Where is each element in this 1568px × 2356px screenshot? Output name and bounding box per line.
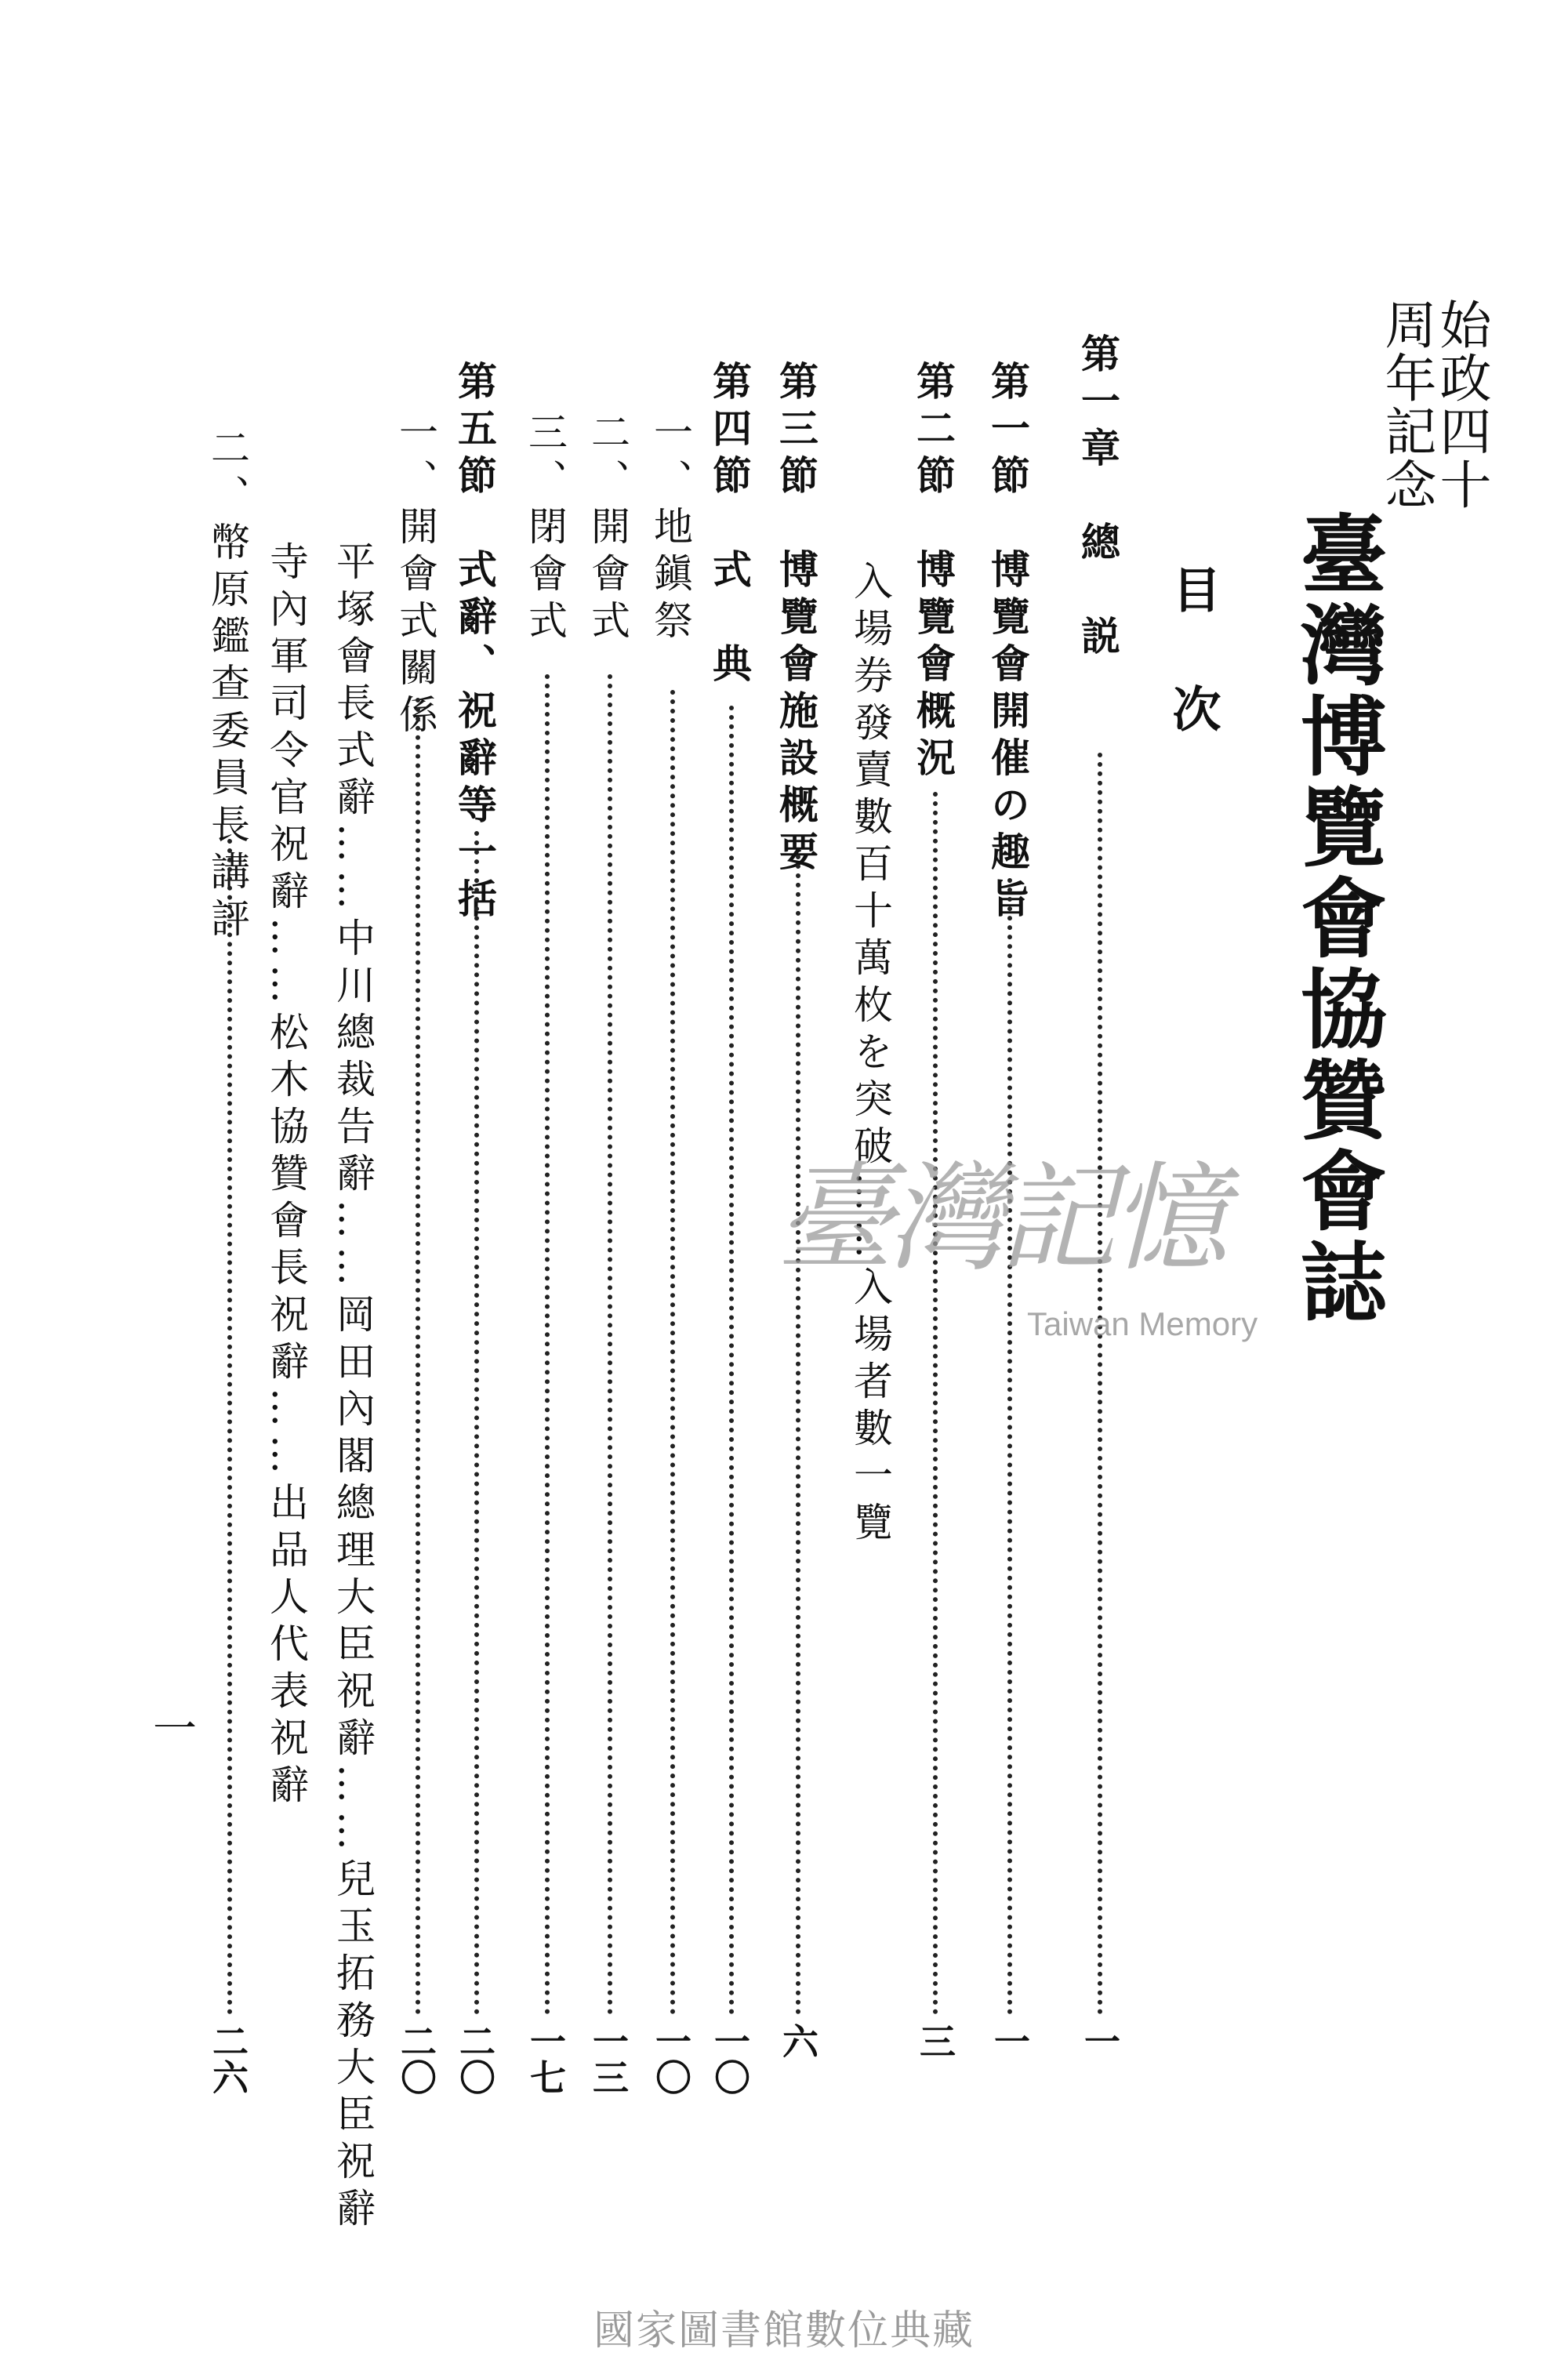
toc-entry-subline[interactable]: 入場券發賣數百十萬枚を突破……入場者數一覽 [848,561,893,1548]
toc-page-number: 一三 [587,2023,630,2095]
toc-heading: 目次 [1164,564,1221,803]
toc-leader [227,839,232,2015]
toc-entry-item[interactable]: 二、開會式 [585,412,630,647]
library-footer: 國家圖書館數位典藏 [593,2307,975,2354]
toc-page-number: 二〇 [454,2023,496,2095]
toc-leader [670,690,675,2015]
toc-page-number: 二〇 [395,2023,437,2095]
toc-entry-chapter-1[interactable]: 第一章 總 説 [1075,333,1121,663]
book-subtitle-top: 始政四十 [1431,298,1491,511]
toc-entry-section-1[interactable]: 第一節 博覽會開催の趣旨 [985,361,1031,925]
taiwan-memory-watermark [776,1151,1278,1364]
watermark-logo-text: 臺灣記憶 [776,1151,1222,1287]
toc-entry-section-2[interactable]: 第二節 博覽會概況 [910,361,956,784]
toc-page-number: 六 [777,2023,819,2059]
toc-entry-section-3[interactable]: 第三節 博覽會施設概要 [773,361,819,878]
toc-leader [1007,878,1012,2015]
watermark-logo-subtitle: Taiwan Memory [1027,1305,1258,1342]
toc-page-number: 一〇 [709,2023,751,2095]
book-subtitle-bottom: 周年記念 [1376,298,1436,511]
toc-page-number: 一〇 [650,2023,692,2095]
toc-leader [933,792,938,2015]
toc-leader [416,698,420,2015]
page-folio: 一 [146,1705,197,1749]
book-title: 臺灣博覽會協贊會誌 [1287,510,1388,1328]
toc-page-number: 二六 [207,2023,249,2095]
toc-entry-item[interactable]: 一、地鎭祭 [648,412,693,647]
toc-leader [474,831,479,2015]
toc-entry-item[interactable]: 二、幣原鑑查委員長講評 [205,427,250,945]
toc-entry-speech-list[interactable]: 平塚會長式辭……中川總裁告辭……岡田內閣總理大臣祝辭……兒玉拓務大臣祝辭 [330,541,376,2234]
toc-leader [729,706,734,2015]
toc-leader [545,674,550,2015]
toc-leader [608,674,612,2015]
toc-entry-item[interactable]: 三、閉會式 [522,412,568,647]
toc-page-number: 一 [989,2023,1031,2059]
toc-entry-item[interactable]: 一、開會式關係 [393,412,438,741]
toc-page-number: 一七 [524,2023,567,2095]
toc-leader [1098,753,1102,2015]
toc-entry-speech-list[interactable]: 寺內軍司令官祝辭……松木協贊會長祝辭……出品人代表祝辭 [263,541,309,1811]
toc-entry-section-5[interactable]: 第五節 式辭、祝辭等一括 [452,361,498,925]
toc-leader [796,855,800,2015]
toc-page-number: 一 [1079,2023,1121,2059]
toc-page-number: 三 [914,2023,956,2059]
toc-entry-section-4[interactable]: 第四節 式 典 [706,361,753,690]
